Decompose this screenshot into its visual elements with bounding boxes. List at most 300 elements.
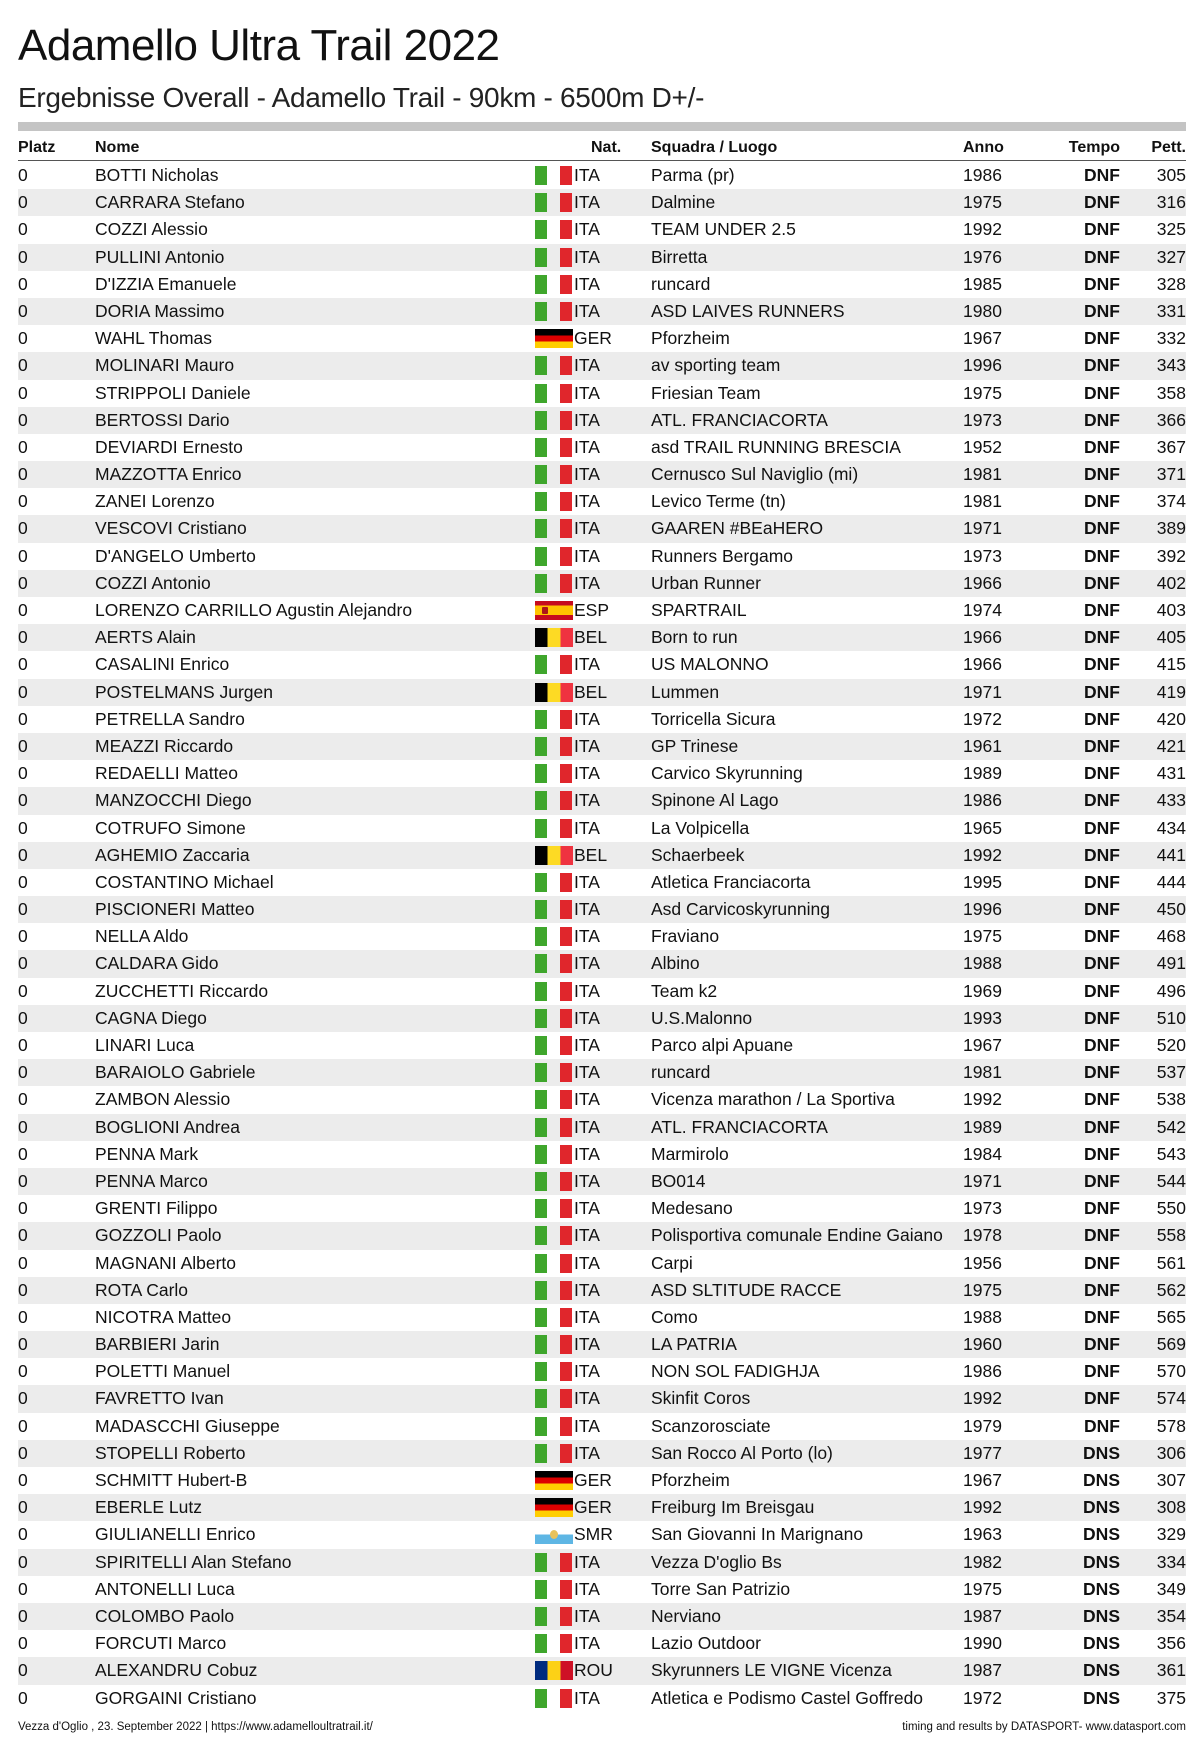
name-cell: BERTOSSI Dario xyxy=(95,409,230,430)
table-row xyxy=(18,380,1186,407)
table-row xyxy=(18,1250,1186,1277)
nationality-cell: ITA xyxy=(574,1605,600,1626)
name-cell: GIULIANELLI Enrico xyxy=(95,1524,256,1545)
year-cell: 1967 xyxy=(963,1035,1002,1055)
nationality-cell: ITA xyxy=(574,1633,600,1654)
year-cell: 1960 xyxy=(963,1334,1002,1355)
year-cell: 1992 xyxy=(963,1089,1002,1110)
platz-cell: 0 xyxy=(18,219,28,240)
romania-flag-icon xyxy=(535,1661,573,1680)
team-cell: Spinone Al Lago xyxy=(651,790,779,811)
year-cell: 1966 xyxy=(963,572,1002,593)
platz-cell: 0 xyxy=(18,1551,28,1572)
bib-cell: 405 xyxy=(1156,627,1186,648)
nationality-cell: ITA xyxy=(574,409,600,430)
year-cell: 1972 xyxy=(963,708,1002,729)
platz-cell: 0 xyxy=(18,1198,28,1219)
name-cell: D'IZZIA Emanuele xyxy=(95,273,237,294)
time-cell: DNF xyxy=(1084,192,1120,213)
year-cell: 1971 xyxy=(963,1170,1002,1191)
nationality-cell: ITA xyxy=(574,735,600,756)
name-cell: MAZZOTTA Enrico xyxy=(95,464,242,485)
platz-cell: 0 xyxy=(18,1143,28,1164)
year-cell: 1975 xyxy=(963,192,1002,213)
year-cell: 1973 xyxy=(963,1198,1002,1219)
nationality-cell: ITA xyxy=(574,355,600,376)
italy-flag-icon xyxy=(535,166,573,185)
table-row xyxy=(18,1358,1186,1385)
nationality-cell: ITA xyxy=(574,1578,600,1599)
italy-flag-icon xyxy=(535,574,573,593)
name-cell: GRENTI Filippo xyxy=(95,1198,218,1219)
bib-cell: 334 xyxy=(1156,1551,1186,1572)
bib-cell: 574 xyxy=(1156,1388,1186,1409)
time-cell: DNF xyxy=(1084,681,1120,702)
team-cell: Vezza D'oglio Bs xyxy=(651,1551,782,1572)
table-row xyxy=(18,1304,1186,1331)
bib-cell: 402 xyxy=(1156,572,1186,593)
year-cell: 1996 xyxy=(963,899,1002,920)
nationality-cell: ITA xyxy=(574,1225,600,1246)
year-cell: 1995 xyxy=(963,871,1002,892)
year-cell: 1996 xyxy=(963,355,1002,376)
bib-cell: 375 xyxy=(1156,1687,1186,1708)
bib-cell: 328 xyxy=(1156,273,1186,294)
time-cell: DNS xyxy=(1083,1524,1120,1545)
time-cell: DNF xyxy=(1084,355,1120,376)
table-row xyxy=(18,1086,1186,1113)
time-cell: DNS xyxy=(1083,1551,1120,1572)
team-cell: Parma (pr) xyxy=(651,165,735,185)
name-cell: MOLINARI Mauro xyxy=(95,355,235,376)
team-cell: Cernusco Sul Naviglio (mi) xyxy=(651,464,859,485)
nationality-cell: ITA xyxy=(574,1062,600,1083)
table-row xyxy=(18,543,1186,570)
name-cell: LINARI Luca xyxy=(95,1035,195,1055)
nationality-cell: ITA xyxy=(574,1007,600,1028)
time-cell: DNF xyxy=(1084,654,1120,675)
year-cell: 1979 xyxy=(963,1415,1002,1436)
bib-cell: 420 xyxy=(1156,708,1186,729)
name-cell: CALDARA Gido xyxy=(95,953,219,974)
team-cell: Atletica Franciacorta xyxy=(651,871,811,892)
platz-cell: 0 xyxy=(18,627,28,648)
time-cell: DNF xyxy=(1084,1116,1120,1137)
year-cell: 1971 xyxy=(963,681,1002,702)
year-cell: 1988 xyxy=(963,1306,1002,1327)
team-cell: Vicenza marathon / La Sportiva xyxy=(651,1089,895,1110)
platz-cell: 0 xyxy=(18,1687,28,1708)
italy-flag-icon xyxy=(535,1226,573,1245)
name-cell: PULLINI Antonio xyxy=(95,246,225,267)
platz-cell: 0 xyxy=(18,1116,28,1137)
time-cell: DNF xyxy=(1084,1415,1120,1436)
time-cell: DNF xyxy=(1084,1361,1120,1382)
bib-cell: 371 xyxy=(1156,464,1186,485)
platz-cell: 0 xyxy=(18,980,28,1001)
platz-cell: 0 xyxy=(18,409,28,430)
team-cell: Carvico Skyrunning xyxy=(651,763,803,784)
name-cell: MADASCCHI Giuseppe xyxy=(95,1415,280,1436)
nationality-cell: ITA xyxy=(574,1116,600,1137)
bib-cell: 550 xyxy=(1156,1198,1186,1219)
name-cell: REDAELLI Matteo xyxy=(95,763,238,784)
table-row xyxy=(18,651,1186,678)
nationality-cell: ITA xyxy=(574,1089,600,1110)
team-cell: Carpi xyxy=(651,1252,693,1273)
bib-cell: 389 xyxy=(1156,518,1186,539)
team-cell: Pforzheim xyxy=(651,328,730,349)
name-cell: GORGAINI Cristiano xyxy=(95,1687,257,1708)
bib-cell: 349 xyxy=(1156,1578,1186,1599)
italy-flag-icon xyxy=(535,438,573,457)
time-cell: DNF xyxy=(1084,409,1120,430)
name-cell: NICOTRA Matteo xyxy=(95,1306,232,1327)
italy-flag-icon xyxy=(535,1607,573,1626)
nationality-cell: ITA xyxy=(574,817,600,838)
time-cell: DNS xyxy=(1083,1633,1120,1654)
italy-flag-icon xyxy=(535,737,573,756)
germany-flag-icon xyxy=(535,1498,573,1517)
name-cell: PENNA Marco xyxy=(95,1170,208,1191)
name-cell: ALEXANDRU Cobuz xyxy=(95,1660,258,1681)
bib-cell: 543 xyxy=(1156,1143,1186,1164)
italy-flag-icon xyxy=(535,356,573,375)
team-cell: Freiburg Im Breisgau xyxy=(651,1497,815,1518)
italy-flag-icon xyxy=(535,1308,573,1327)
time-cell: DNF xyxy=(1084,219,1120,240)
table-row xyxy=(18,1576,1186,1603)
name-cell: ROTA Carlo xyxy=(95,1279,189,1300)
team-cell: Albino xyxy=(651,953,700,974)
team-cell: GP Trinese xyxy=(651,735,739,756)
platz-cell: 0 xyxy=(18,708,28,729)
year-cell: 1981 xyxy=(963,1062,1002,1083)
year-cell: 1952 xyxy=(963,436,1002,457)
results-table-body xyxy=(18,162,1186,1712)
italy-flag-icon xyxy=(535,547,573,566)
name-cell: COZZI Alessio xyxy=(95,219,208,240)
italy-flag-icon xyxy=(535,900,573,919)
name-cell: SCHMITT Hubert-B xyxy=(95,1470,248,1490)
table-row xyxy=(18,271,1186,298)
time-cell: DNF xyxy=(1084,708,1120,729)
nationality-cell: ITA xyxy=(574,300,600,321)
team-cell: Torre San Patrizio xyxy=(651,1578,791,1599)
year-cell: 1989 xyxy=(963,1116,1002,1137)
time-cell: DNF xyxy=(1084,1198,1120,1219)
bib-cell: 358 xyxy=(1156,382,1186,403)
platz-cell: 0 xyxy=(18,1334,28,1355)
year-cell: 1961 xyxy=(963,735,1002,756)
name-cell: BOGLIONI Andrea xyxy=(95,1116,240,1137)
team-cell: Medesano xyxy=(651,1198,733,1219)
bib-cell: 332 xyxy=(1156,328,1186,349)
time-cell: DNF xyxy=(1084,790,1120,811)
name-cell: CARRARA Stefano xyxy=(95,192,245,213)
name-cell: POSTELMANS Jurgen xyxy=(95,681,273,702)
name-cell: FAVRETTO Ivan xyxy=(95,1388,224,1409)
time-cell: DNF xyxy=(1084,165,1120,185)
year-cell: 1981 xyxy=(963,491,1002,512)
year-cell: 1967 xyxy=(963,328,1002,349)
platz-cell: 0 xyxy=(18,1306,28,1327)
team-cell: San Giovanni In Marignano xyxy=(651,1524,864,1545)
italy-flag-icon xyxy=(535,275,573,294)
italy-flag-icon xyxy=(535,1145,573,1164)
platz-cell: 0 xyxy=(18,1497,28,1518)
nationality-cell: ITA xyxy=(574,1361,600,1382)
team-cell: NON SOL FADIGHJA xyxy=(651,1361,820,1382)
year-cell: 1967 xyxy=(963,1470,1002,1490)
table-row xyxy=(18,923,1186,950)
italy-flag-icon xyxy=(535,710,573,729)
san-marino-flag-icon xyxy=(535,1525,573,1544)
team-cell: BO014 xyxy=(651,1170,706,1191)
platz-cell: 0 xyxy=(18,1442,28,1463)
platz-cell: 0 xyxy=(18,436,28,457)
table-row xyxy=(18,434,1186,461)
bib-cell: 367 xyxy=(1156,436,1186,457)
nationality-cell: ITA xyxy=(574,1143,600,1164)
bib-cell: 361 xyxy=(1156,1660,1186,1681)
platz-cell: 0 xyxy=(18,1035,28,1055)
table-row xyxy=(18,597,1186,624)
time-cell: DNF xyxy=(1084,1279,1120,1300)
bib-cell: 510 xyxy=(1156,1007,1186,1028)
table-row xyxy=(18,298,1186,325)
team-cell: runcard xyxy=(651,1062,711,1083)
nationality-cell: ITA xyxy=(574,1388,600,1409)
nationality-cell: ITA xyxy=(574,273,600,294)
title-divider xyxy=(18,122,1186,131)
year-cell: 1973 xyxy=(963,409,1002,430)
team-cell: Marmirolo xyxy=(651,1143,729,1164)
nationality-cell: ITA xyxy=(574,572,600,593)
table-row xyxy=(18,1222,1186,1249)
header-nome: Nome xyxy=(95,139,140,156)
name-cell: MANZOCCHI Diego xyxy=(95,790,252,811)
italy-flag-icon xyxy=(535,220,573,239)
bib-cell: 325 xyxy=(1156,219,1186,240)
name-cell: WAHL Thomas xyxy=(95,328,213,349)
bib-cell: 569 xyxy=(1156,1334,1186,1355)
nationality-cell: ITA xyxy=(574,491,600,512)
platz-cell: 0 xyxy=(18,1415,28,1436)
time-cell: DNF xyxy=(1084,1306,1120,1327)
year-cell: 1977 xyxy=(963,1442,1002,1463)
team-cell: US MALONNO xyxy=(651,654,769,675)
platz-cell: 0 xyxy=(18,790,28,811)
time-cell: DNS xyxy=(1083,1687,1120,1708)
nationality-cell: ITA xyxy=(574,165,600,185)
year-cell: 1971 xyxy=(963,518,1002,539)
table-row xyxy=(18,1521,1186,1548)
italy-flag-icon xyxy=(535,819,573,838)
team-cell: ATL. FRANCIACORTA xyxy=(651,1116,828,1137)
team-cell: Skinfit Coros xyxy=(651,1388,751,1409)
bib-cell: 392 xyxy=(1156,545,1186,566)
time-cell: DNS xyxy=(1083,1497,1120,1518)
time-cell: DNF xyxy=(1084,926,1120,947)
team-cell: runcard xyxy=(651,273,711,294)
italy-flag-icon xyxy=(535,492,573,511)
name-cell: COTRUFO Simone xyxy=(95,817,246,838)
name-cell: CAGNA Diego xyxy=(95,1007,207,1028)
italy-flag-icon xyxy=(535,873,573,892)
time-cell: DNF xyxy=(1084,1334,1120,1355)
year-cell: 1992 xyxy=(963,1497,1002,1518)
bib-cell: 570 xyxy=(1156,1361,1186,1382)
time-cell: DNS xyxy=(1083,1578,1120,1599)
nationality-cell: ITA xyxy=(574,1442,600,1463)
table-row xyxy=(18,787,1186,814)
bib-cell: 403 xyxy=(1156,600,1186,620)
bib-cell: 468 xyxy=(1156,926,1186,947)
platz-cell: 0 xyxy=(18,899,28,920)
year-cell: 1988 xyxy=(963,953,1002,974)
year-cell: 1989 xyxy=(963,763,1002,784)
nationality-cell: BEL xyxy=(574,681,608,702)
table-row xyxy=(18,706,1186,733)
platz-cell: 0 xyxy=(18,1225,28,1246)
table-header xyxy=(18,136,1186,161)
platz-cell: 0 xyxy=(18,871,28,892)
time-cell: DNF xyxy=(1084,545,1120,566)
table-row xyxy=(18,1603,1186,1630)
platz-cell: 0 xyxy=(18,735,28,756)
table-row xyxy=(18,1277,1186,1304)
name-cell: NELLA Aldo xyxy=(95,926,189,947)
year-cell: 1956 xyxy=(963,1252,1002,1273)
italy-flag-icon xyxy=(535,1063,573,1082)
year-cell: 1985 xyxy=(963,273,1002,294)
time-cell: DNS xyxy=(1083,1605,1120,1626)
name-cell: SPIRITELLI Alan Stefano xyxy=(95,1551,292,1572)
team-cell: Como xyxy=(651,1306,698,1327)
time-cell: DNF xyxy=(1084,1007,1120,1028)
italy-flag-icon xyxy=(535,1417,573,1436)
italy-flag-icon xyxy=(535,1090,573,1109)
nationality-cell: BEL xyxy=(574,844,608,865)
name-cell: GOZZOLI Paolo xyxy=(95,1225,222,1246)
year-cell: 1974 xyxy=(963,600,1002,620)
italy-flag-icon xyxy=(535,1335,573,1354)
time-cell: DNS xyxy=(1083,1442,1120,1463)
italy-flag-icon xyxy=(535,791,573,810)
italy-flag-icon xyxy=(535,1634,573,1653)
nationality-cell: ITA xyxy=(574,1170,600,1191)
year-cell: 1975 xyxy=(963,382,1002,403)
germany-flag-icon xyxy=(535,329,573,348)
nationality-cell: ITA xyxy=(574,382,600,403)
time-cell: DNF xyxy=(1084,844,1120,865)
team-cell: Urban Runner xyxy=(651,572,761,593)
table-row xyxy=(18,162,1186,189)
team-cell: U.S.Malonno xyxy=(651,1007,753,1028)
team-cell: San Rocco Al Porto (lo) xyxy=(651,1442,833,1463)
team-cell: ATL. FRANCIACORTA xyxy=(651,409,828,430)
name-cell: EBERLE Lutz xyxy=(95,1497,202,1518)
bib-cell: 444 xyxy=(1156,871,1186,892)
table-row xyxy=(18,1413,1186,1440)
platz-cell: 0 xyxy=(18,355,28,376)
time-cell: DNF xyxy=(1084,1062,1120,1083)
table-row xyxy=(18,488,1186,515)
team-cell: La Volpicella xyxy=(651,817,750,838)
year-cell: 1972 xyxy=(963,1687,1002,1708)
header-platz: Platz xyxy=(18,139,56,156)
table-row xyxy=(18,815,1186,842)
time-cell: DNF xyxy=(1084,817,1120,838)
bib-cell: 562 xyxy=(1156,1279,1186,1300)
header-squadra: Squadra / Luogo xyxy=(651,139,778,156)
name-cell: ZANEI Lorenzo xyxy=(95,491,215,512)
team-cell: Runners Bergamo xyxy=(651,545,794,566)
page-title: Adamello Ultra Trail 2022 xyxy=(18,21,500,70)
year-cell: 1992 xyxy=(963,1388,1002,1409)
table-row xyxy=(18,1032,1186,1059)
nationality-cell: ITA xyxy=(574,545,600,566)
platz-cell: 0 xyxy=(18,1252,28,1273)
nationality-cell: ITA xyxy=(574,246,600,267)
team-cell: Levico Terme (tn) xyxy=(651,491,786,512)
platz-cell: 0 xyxy=(18,464,28,485)
platz-cell: 0 xyxy=(18,600,28,620)
table-row xyxy=(18,216,1186,243)
name-cell: PENNA Mark xyxy=(95,1143,199,1164)
time-cell: DNF xyxy=(1084,572,1120,593)
name-cell: MAGNANI Alberto xyxy=(95,1252,237,1273)
nationality-cell: ITA xyxy=(574,654,600,675)
year-cell: 1980 xyxy=(963,300,1002,321)
page-subtitle: Ergebnisse Overall - Adamello Trail - 90km - 6500m D+/- xyxy=(18,82,705,113)
platz-cell: 0 xyxy=(18,1633,28,1654)
nationality-cell: ITA xyxy=(574,1279,600,1300)
year-cell: 1963 xyxy=(963,1524,1002,1545)
platz-cell: 0 xyxy=(18,1361,28,1382)
team-cell: Birretta xyxy=(651,246,708,267)
team-cell: Scanzorosciate xyxy=(651,1415,771,1436)
bib-cell: 441 xyxy=(1156,844,1186,865)
platz-cell: 0 xyxy=(18,1279,28,1300)
team-cell: Friesian Team xyxy=(651,382,761,403)
header-nat: Nat. xyxy=(591,139,622,156)
bib-cell: 327 xyxy=(1156,246,1186,267)
time-cell: DNF xyxy=(1084,735,1120,756)
table-row xyxy=(18,978,1186,1005)
time-cell: DNF xyxy=(1084,899,1120,920)
year-cell: 1993 xyxy=(963,1007,1002,1028)
bib-cell: 316 xyxy=(1156,192,1186,213)
italy-flag-icon xyxy=(535,193,573,212)
year-cell: 1987 xyxy=(963,1605,1002,1626)
table-row xyxy=(18,624,1186,651)
nationality-cell: ESP xyxy=(574,600,610,620)
bib-cell: 433 xyxy=(1156,790,1186,811)
header-tempo: Tempo xyxy=(1068,139,1120,156)
platz-cell: 0 xyxy=(18,1470,28,1490)
name-cell: FORCUTI Marco xyxy=(95,1633,227,1654)
table-row xyxy=(18,950,1186,977)
team-cell: LA PATRIA xyxy=(651,1334,737,1355)
table-row xyxy=(18,1494,1186,1521)
table-row xyxy=(18,842,1186,869)
nationality-cell: ITA xyxy=(574,1415,600,1436)
time-cell: DNF xyxy=(1084,328,1120,349)
time-cell: DNF xyxy=(1084,436,1120,457)
germany-flag-icon xyxy=(535,1471,573,1490)
